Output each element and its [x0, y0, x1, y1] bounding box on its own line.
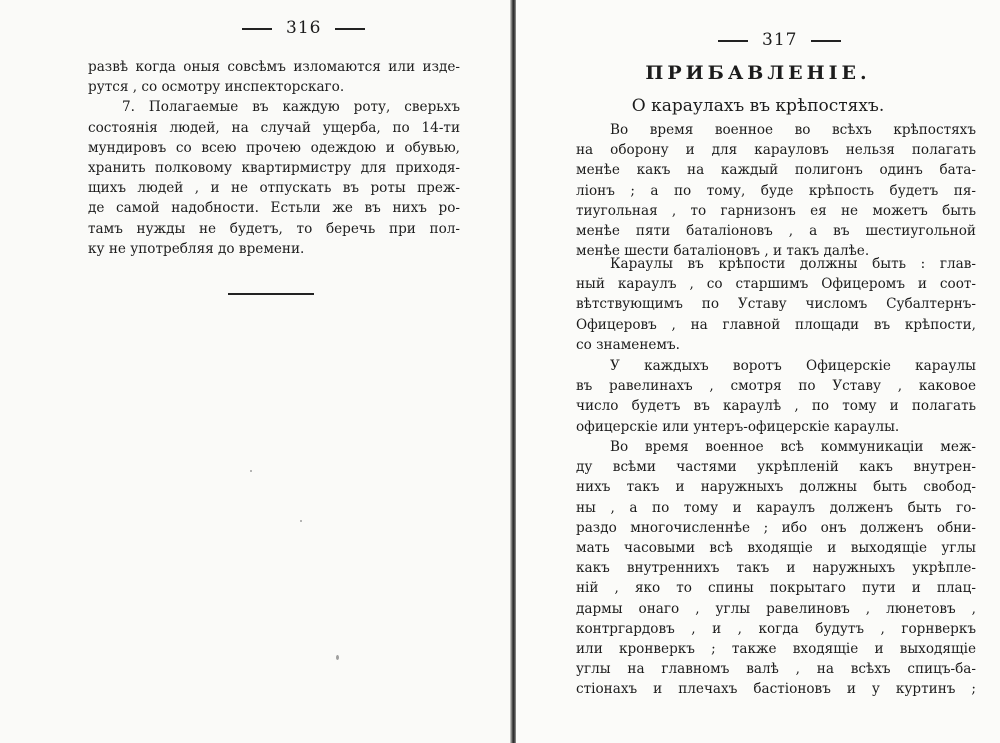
print-speck	[250, 470, 252, 472]
text-line: ній , яко то спины покрытаго пути и плац-	[576, 580, 976, 597]
text-line: на оборону и для карауловъ нельзя полагать	[576, 142, 976, 159]
section-heading: О караулахъ въ крѣпостяхъ.	[631, 96, 885, 116]
text-line: 7. Полагаемые въ каждую роту, сверьхъ	[122, 99, 460, 116]
text-line: Во время военное во всѣхъ крѣпостяхъ	[610, 122, 976, 138]
left-page-text	[88, 57, 460, 259]
text-line: ны , а по тому и караулъ долженъ быть го-	[576, 499, 976, 516]
right-page	[516, 0, 1000, 743]
text-line: Офицеровъ , на главной площади въ крѣпости,	[576, 316, 976, 333]
text-line: тиугольная , то гарнизонъ ея не можетъ быть	[576, 202, 976, 219]
text-line: У каждыхъ воротъ Офицерскіе караулы	[610, 358, 976, 374]
text-line: менѣе шести баталіоновъ , и такъ далѣе.	[576, 243, 870, 260]
paragraph-1	[576, 120, 976, 261]
text-line: развѣ когда оныя совсѣмъ изломаются или изде-	[88, 59, 460, 75]
text-line: со знаменемъ.	[576, 336, 680, 353]
text-line: мать часовыми всѣ входящіе и выходящіе углы	[576, 540, 976, 557]
text-line: нихъ такъ и наружныхъ должны быть свобод-	[576, 479, 976, 496]
dash-left	[242, 28, 272, 30]
print-speck	[336, 655, 339, 660]
text-line: дармы онаго , углы равелиновъ , люнетовъ ,	[576, 600, 976, 617]
text-line: тамъ нужды не будетъ, то беречь при пол-	[88, 220, 460, 237]
text-line: ду всѣми частями укрѣпленій какъ внутрен-	[576, 459, 976, 476]
paragraph-3	[576, 356, 976, 437]
end-separator-rule	[228, 293, 314, 295]
paragraph-4	[576, 437, 976, 700]
text-line: или кронверкъ ; также входящіе и выходящіе	[576, 641, 976, 658]
left-page-number: 316	[228, 18, 379, 38]
text-line: вѣтствующимъ по Уставу числомъ Субалтернъ-	[576, 296, 976, 313]
text-line: хранить полковому квартирмистру для приходя-	[88, 160, 460, 177]
text-line: стіонахъ и плечахъ бастіоновъ и у куртинъ ;	[576, 681, 976, 698]
text-line: де самой надобности. Естьли же въ нихъ ро-	[88, 200, 460, 217]
text-line: Во время военное всѣ коммуникаціи меж-	[610, 439, 976, 455]
dash-right	[811, 40, 841, 42]
dash-left	[718, 40, 748, 42]
text-line: какъ внутреннихъ такъ и наружныхъ укрѣпле-	[576, 560, 976, 577]
text-line: въ равелинахъ , смотря по Уставу , каковое	[576, 378, 976, 395]
text-line: ный караулъ , со старшимъ Офицеромъ и соот-	[576, 276, 976, 293]
print-speck	[300, 520, 302, 522]
text-line: раздо многочисленнѣе ; ибо онъ долженъ обни-	[576, 519, 976, 536]
text-line: углы на главномъ валѣ , на всѣхъ спицъ-ба-	[576, 661, 976, 678]
text-line: офицерскіе или унтеръ-офицерскіе караулы.	[576, 418, 900, 435]
text-line: ліонъ ; а по тому, буде крѣпость будетъ пя-	[576, 182, 976, 199]
text-line: Караулы въ крѣпости должны быть : глав-	[610, 256, 976, 272]
text-line: состоянія людей, на случай ущерба, по 14-ти	[88, 119, 460, 136]
text-line: рутся , со осмотру инспекторскаго.	[88, 79, 345, 96]
right-page-number: 317	[704, 30, 855, 50]
text-line: менѣе пяти баталіоновъ , а въ шестиугольной	[576, 223, 976, 240]
appendix-title: ПРИБАВЛЕНІЕ.	[645, 62, 871, 84]
text-line: мундировъ со всею прочею одеждою и обувью,	[88, 139, 460, 156]
text-line: число будетъ въ караулѣ , по тому и полагать	[576, 398, 976, 415]
text-line: контргардовъ , и , когда будутъ , горнверкъ	[576, 620, 976, 637]
dash-right	[335, 28, 365, 30]
paragraph-2	[576, 254, 976, 355]
text-line: щихъ людей , и не отпускать въ роты преж-	[88, 180, 460, 197]
text-line: менѣе какъ на каждый полигонъ одинъ бата-	[576, 162, 976, 179]
text-line: ку не употребляя до времени.	[88, 240, 305, 257]
